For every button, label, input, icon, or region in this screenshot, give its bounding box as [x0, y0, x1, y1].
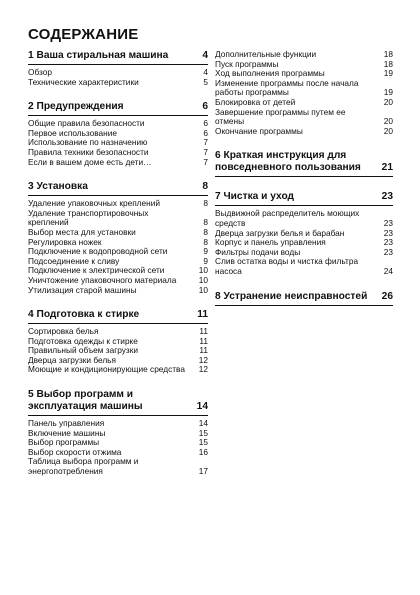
toc-section-heading[interactable]	[28, 309, 208, 324]
toc-entry[interactable]	[28, 158, 208, 168]
toc-entry-page: 18	[383, 49, 393, 59]
toc-entry-page: 7	[203, 156, 208, 167]
toc-entry-text: Дверца загрузки белья	[28, 354, 116, 365]
toc-entry-text: Общие правила безопасности	[28, 118, 145, 129]
toc-entry[interactable]	[28, 209, 208, 228]
toc-entry-page: 10	[198, 274, 208, 285]
toc-entry[interactable]	[215, 108, 393, 127]
toc-entry-text: Окончание программы	[215, 125, 303, 136]
toc-entry-text: Удаление упаковочных креплений	[28, 198, 160, 209]
toc-entry-page: 16	[198, 446, 208, 457]
toc-entry-text: Если в вашем доме есть дети…	[28, 156, 152, 167]
toc-entry-text: Дополнительные функции	[215, 49, 317, 59]
toc-entry-text: Корпус и панель управления	[215, 237, 326, 248]
toc-entry-page: 14	[198, 418, 208, 429]
toc-entry-text: Включение машины	[28, 427, 106, 438]
toc-entry-text: Удаление транспортировочных креплений	[28, 207, 149, 228]
toc-left-column	[28, 50, 208, 491]
toc-entry-text: Выбор программы	[28, 437, 100, 448]
toc-entry-page: 19	[383, 87, 393, 98]
toc-entry-text: Использование по назначению	[28, 137, 148, 148]
toc-entry-text: Выдвижной распределитель моющих средств	[215, 208, 360, 228]
toc-section	[28, 389, 208, 477]
toc-entry-text: Ход выполнения программы	[215, 68, 325, 79]
toc-entry-page: 11	[199, 345, 208, 356]
toc-entry-page: 6	[203, 118, 208, 129]
toc-section-heading[interactable]	[215, 291, 393, 306]
toc-entry-page: 24	[383, 265, 393, 276]
toc-entry-page: 15	[198, 427, 208, 438]
toc-entry-page: 6	[203, 127, 208, 138]
toc-section-title: 5 Выбор программ и эксплуатация машины	[28, 389, 143, 413]
toc-section-title: 1 Ваша стиральная машина	[28, 50, 169, 61]
toc-entry-page: 23	[383, 227, 393, 238]
toc-entry-text: Выбор скорости отжима	[28, 446, 122, 457]
toc-entry-text: Подсоединение к сливу	[28, 255, 120, 266]
toc-section	[215, 191, 393, 276]
toc-entry-text: Моющие и кондиционирующие средства	[28, 364, 185, 375]
toc-entry-page: 8	[203, 198, 208, 209]
toc-entry-page: 8	[203, 226, 208, 237]
toc-entry-page: 10	[198, 265, 208, 276]
toc-entry-text: Слив остатка воды и чистка фильтра насоса	[215, 256, 359, 276]
toc-section	[28, 50, 208, 87]
toc-entry-page: 8	[203, 217, 208, 228]
toc-entry-page: 17	[198, 466, 208, 477]
toc-entry[interactable]	[28, 286, 208, 296]
toc-entry-page: 19	[383, 68, 393, 79]
toc-entry-page: 7	[203, 146, 208, 157]
toc-entry-page: 20	[383, 96, 393, 107]
toc-entry[interactable]	[215, 127, 393, 137]
toc-entry-text: Утилизация старой машины	[28, 284, 137, 295]
toc-entry-page: 9	[203, 246, 208, 257]
toc-entry[interactable]	[215, 79, 393, 98]
toc-section-page: 11	[197, 309, 208, 321]
toc-entry-text: Правильный объем загрузки	[28, 345, 138, 356]
toc-section-title: 4 Подготовка к стирке	[28, 309, 140, 321]
toc-section-title: 2 Предупреждения	[28, 101, 124, 113]
toc-entry[interactable]	[215, 209, 393, 228]
toc-entry-text: Подключение к электрической сети	[28, 265, 165, 276]
toc-section-page: 21	[381, 162, 393, 174]
toc-entry[interactable]	[215, 257, 393, 276]
toc-entry[interactable]	[28, 365, 208, 375]
toc-section-heading[interactable]	[28, 389, 208, 416]
toc-entry-page: 20	[383, 125, 393, 136]
toc-section-heading[interactable]	[215, 191, 393, 206]
toc-entry-text: Выбор места для установки	[28, 226, 136, 237]
toc-entry-page: 23	[383, 217, 393, 228]
toc-section-title: 6 Краткая инструкция для повседневного пользования	[215, 150, 361, 174]
toc-entry-page: 20	[383, 116, 393, 127]
toc-section-title: 8 Устранение неисправностей	[215, 290, 368, 302]
toc-section	[28, 101, 208, 167]
toc-entry-page: 23	[383, 237, 393, 248]
toc-entry-page: 5	[203, 76, 208, 87]
toc-entry-text: Технические характеристики	[28, 76, 139, 87]
toc-entry-page: 18	[383, 58, 393, 69]
toc-right-column	[215, 50, 393, 320]
toc-entry-page: 4	[203, 67, 208, 77]
toc-section-title: 7 Чистка и уход	[215, 191, 295, 203]
toc-entry-page: 7	[203, 137, 208, 148]
toc-entry-text: Подготовка одежды к стирке	[28, 335, 138, 346]
toc-entry-page: 11	[199, 326, 208, 337]
toc-entry-text: Уничтожение упаковочного материала	[28, 274, 177, 285]
toc-section	[28, 181, 208, 295]
toc-entry-text: Первое использование	[28, 127, 117, 138]
toc-entry-page: 12	[198, 364, 208, 375]
toc-entry-text: Изменение программы после начала работы программы	[215, 77, 359, 98]
toc-entry-text: Панель управления	[28, 418, 105, 429]
toc-entry[interactable]	[28, 78, 208, 88]
toc-entry-page: 9	[203, 255, 208, 266]
toc-entry-page: 11	[199, 335, 208, 346]
toc-entry-text: Пуск программы	[215, 58, 279, 69]
toc-section	[215, 291, 393, 306]
toc-entry-text: Завершение программы путем ее отмены	[215, 106, 346, 127]
toc-entry-text: Правила техники безопасности	[28, 146, 149, 157]
toc-section-page: 23	[381, 191, 393, 203]
toc-entry-text: Регулировка ножек	[28, 236, 102, 247]
toc-entry-page: 12	[198, 354, 208, 365]
toc-entry-text: Таблица выбора программ и энергопотребления	[28, 456, 139, 477]
toc-entry[interactable]	[28, 457, 208, 476]
toc-section-title: 3 Установка	[28, 181, 88, 193]
toc-section-page: 6	[202, 101, 208, 113]
toc-entry-text: Фильтры подачи воды	[215, 246, 301, 257]
toc-section-page: 26	[381, 290, 393, 302]
toc-entry-page: 15	[198, 437, 208, 448]
toc-entry-page: 23	[383, 246, 393, 257]
toc-section	[215, 150, 393, 177]
toc-section-page: 4	[202, 50, 208, 61]
toc-entry-text: Дверца загрузки белья и барабан	[215, 227, 345, 238]
toc-entry-text: Сортировка белья	[28, 326, 99, 337]
toc-section-heading[interactable]	[28, 50, 208, 65]
toc-section-heading[interactable]	[215, 150, 393, 177]
toc-entry-page: 10	[198, 284, 208, 295]
toc-entry-text: Подключение к водопроводной сети	[28, 246, 168, 257]
toc-section	[28, 309, 208, 375]
toc-heading: СОДЕРЖАНИЕ	[28, 26, 139, 43]
toc-section	[215, 50, 393, 136]
toc-section-heading[interactable]	[28, 101, 208, 116]
toc-section-heading[interactable]	[28, 181, 208, 196]
toc-entry-text: Блокировка от детей	[215, 96, 296, 107]
toc-entry-page: 8	[203, 236, 208, 247]
toc-section-page: 8	[202, 181, 208, 193]
toc-entry-text: Обзор	[28, 67, 52, 77]
toc-section-page: 14	[196, 401, 208, 413]
